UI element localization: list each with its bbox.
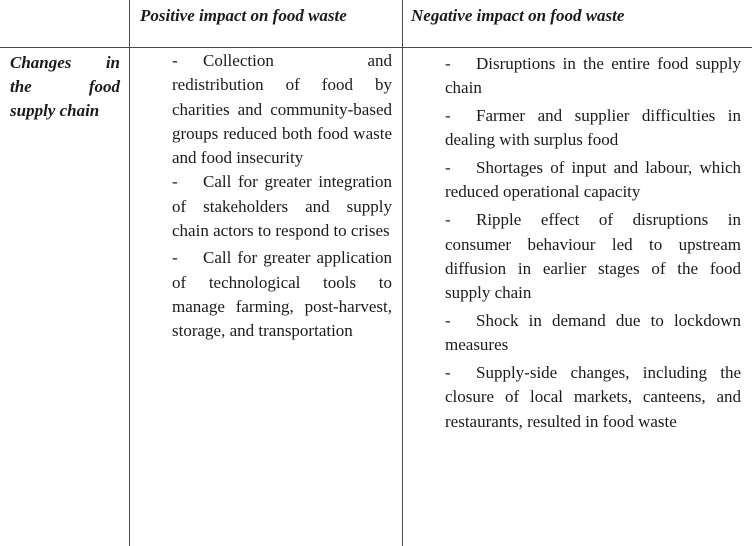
negative-item-text: Supply-side changes, including the closure of local markets, canteens, and restaurants, resulted in food waste: [445, 363, 741, 431]
negative-item: [445, 309, 741, 358]
bullet-dash: -: [172, 248, 178, 268]
positive-item-text: Collection and redistribution of food by charities and community-based groups reduced both food waste and food insecurity: [172, 51, 392, 168]
bullet-dash: -: [445, 106, 451, 126]
negative-item-text: Farmer and supplier difficulties in dealing with surplus food: [445, 106, 741, 150]
bullet-dash: -: [445, 310, 451, 330]
header-negative-impact: Negative impact on food waste: [411, 6, 625, 25]
header-positive-impact: Positive impact on food waste: [140, 6, 347, 25]
positive-item-text: Call for greater integration of stakeholders and supply chain actors to respond to crises: [172, 172, 392, 241]
positive-item: [172, 49, 392, 170]
row-label-changes-food-supply-chain: [10, 51, 120, 123]
header-divider: [0, 47, 752, 48]
negative-item: [445, 361, 741, 434]
row-label-word: Changes: [10, 53, 72, 72]
bullet-dash: -: [445, 158, 451, 178]
negative-item-text: Disruptions in the entire food supply chain: [445, 54, 741, 98]
negative-item: [445, 208, 741, 305]
negative-item-text: Ripple effect of disruptions in consumer behaviour led to upstream diffusion in earlier stages of the food supply chain: [445, 210, 741, 303]
column-divider-1: [129, 0, 130, 546]
negative-item-text: Shock in demand due to lockdown measures: [445, 310, 741, 355]
negative-item: [445, 104, 741, 153]
bullet-dash: -: [172, 172, 178, 192]
row-label-line-1-text: [10, 51, 120, 75]
bullet-dash: -: [172, 51, 178, 70]
positive-impact-cell: [172, 49, 392, 344]
row-label-line-2-text: [10, 75, 120, 99]
positive-item: [172, 246, 392, 343]
row-label-word: in: [105, 53, 120, 72]
column-divider-2: [402, 0, 403, 546]
row-label-line-3-text: supply chain: [10, 101, 100, 120]
bullet-dash: -: [445, 210, 451, 230]
negative-item: [445, 52, 741, 101]
positive-item: [172, 170, 392, 243]
bullet-dash: -: [445, 54, 451, 73]
row-label-word: food: [88, 77, 120, 96]
negative-item: [445, 156, 741, 205]
bullet-dash: -: [445, 363, 451, 383]
negative-item-text: Shortages of input and labour, which reduced operational capacity: [445, 158, 741, 202]
row-label-word: the: [10, 77, 32, 96]
positive-item-text: Call for greater application of technological tools to manage farming, post-harvest, storage, and transportation: [172, 248, 392, 341]
row-label-line-3: [10, 99, 120, 123]
negative-impact-cell: [445, 52, 741, 437]
row-label-line-1: [10, 51, 120, 75]
row-label-line-2: [10, 75, 120, 99]
